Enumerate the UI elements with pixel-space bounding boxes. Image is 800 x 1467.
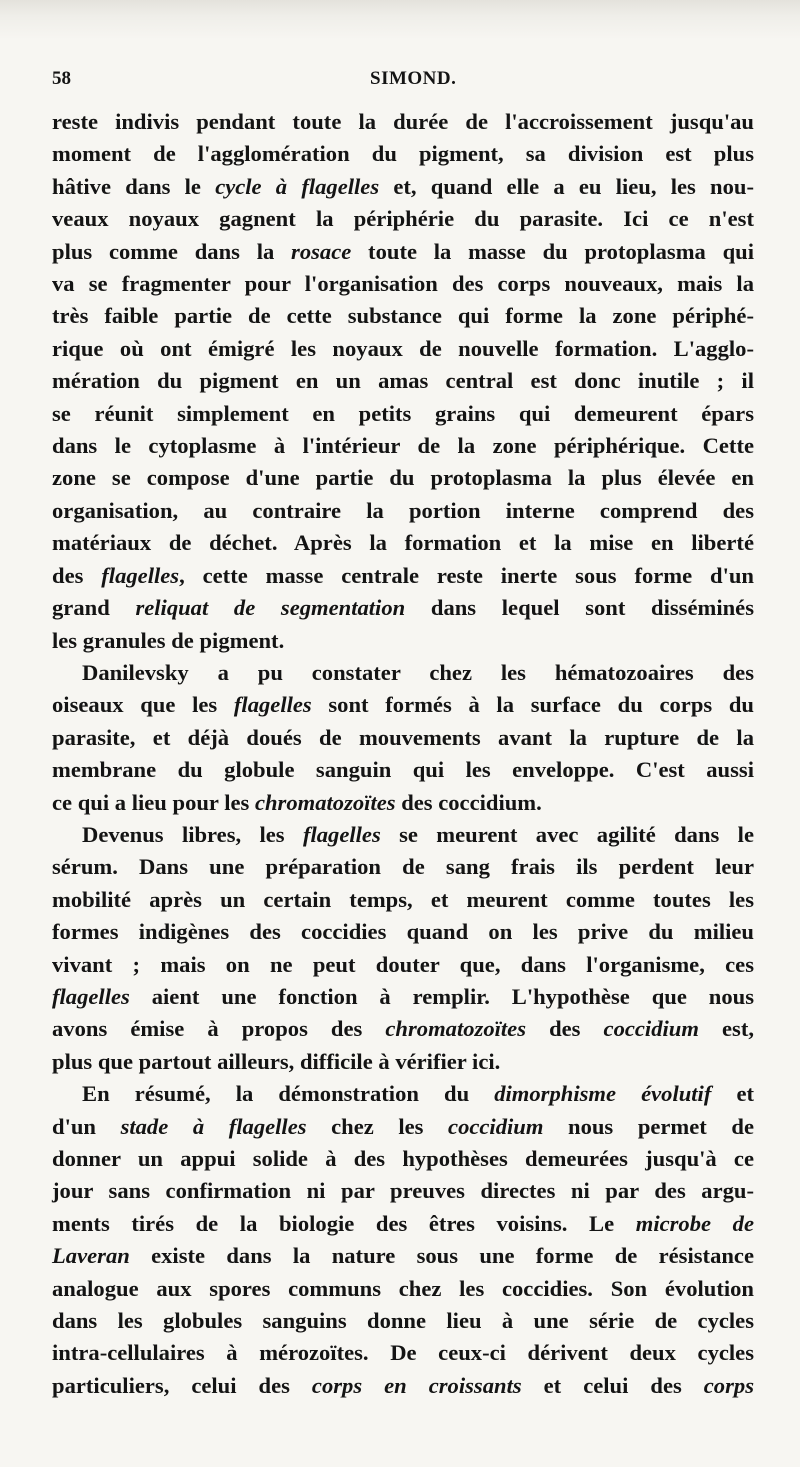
italic-term: Laveran [52, 1243, 130, 1269]
italic-term: flagelles [101, 562, 180, 588]
text-run: sérum. Dans une préparation de sang frais ils perdent leur [52, 854, 754, 880]
text-run: reste indivis pendant toute la durée de l'accroissement jusqu'au [52, 109, 754, 134]
body-text [52, 106, 754, 1402]
text-line [52, 236, 754, 268]
text-run: zone se compose d'une partie du protoplasma la plus élevée en [52, 465, 754, 491]
text-run: se meurent avec agilité dans le [380, 821, 754, 847]
text-line [52, 1143, 754, 1175]
text-line [52, 106, 754, 138]
italic-term: chromatozoïtes [385, 1016, 526, 1042]
text-run: est, [698, 1016, 754, 1042]
italic-term: flagelles [302, 821, 381, 847]
italic-term: coccidium [448, 1113, 544, 1139]
text-run: particuliers, celui des [52, 1372, 312, 1398]
text-line [52, 138, 754, 170]
italic-term: corps [703, 1372, 754, 1398]
text-run: En résumé, la démonstration du [82, 1081, 495, 1107]
text-line [52, 1078, 754, 1110]
text-run: hâtive dans le [52, 173, 216, 199]
text-line [52, 203, 754, 235]
text-line [52, 787, 754, 819]
text-line [52, 689, 754, 721]
text-line [52, 1273, 754, 1305]
text-run: existe dans la nature sous une forme de résistance [129, 1243, 754, 1269]
text-run: chez les [306, 1113, 449, 1139]
text-run: veaux noyaux gagnent la périphérie du parasite. Ici ce n'est [52, 206, 754, 232]
text-line [52, 1240, 754, 1272]
text-run: organisation, au contraire la portion interne comprend des [52, 497, 754, 523]
text-run: Danilevsky a pu constater chez les hématozoaires des [82, 659, 754, 685]
text-line [52, 462, 754, 494]
page-number: 58 [52, 68, 71, 89]
text-run: rique où ont émigré les noyaux de nouvelle formation. L'agglo- [52, 335, 754, 361]
text-run: parasite, et déjà doués de mouvements avant la rupture de la [52, 724, 754, 750]
text-run: mération du pigment en un amas central est donc inutile ; il [52, 368, 754, 394]
italic-term: microbe de [635, 1210, 754, 1236]
text-line [52, 430, 754, 462]
text-run: avons émise à propos des [52, 1016, 386, 1042]
text-run: sont formés à la surface du corps du [311, 692, 754, 718]
text-run: matériaux de déchet. Après la formation et la mise en liberté [52, 530, 754, 556]
text-line [52, 171, 754, 203]
text-line [52, 1305, 754, 1337]
text-run: membrane du globule sanguin qui les enveloppe. C'est aussi [52, 757, 754, 783]
text-line [52, 333, 754, 365]
text-run: des [52, 562, 102, 588]
text-line [52, 884, 754, 916]
text-line [52, 1111, 754, 1143]
text-run: des [526, 1016, 604, 1042]
text-line [52, 754, 754, 786]
text-line [52, 722, 754, 754]
text-run: vivant ; mais on ne peut douter que, dans l'organisme, ces [52, 951, 754, 977]
italic-term: rosace [291, 238, 352, 264]
text-line [52, 365, 754, 397]
text-run: dans lequel sont disséminés [405, 595, 754, 621]
text-line [52, 851, 754, 883]
text-line [52, 1013, 754, 1045]
text-run: grand [52, 595, 136, 621]
text-line [52, 625, 754, 657]
scan-edge-shading [0, 0, 800, 40]
text-run: ments tirés de la biologie des êtres voisins. Le [52, 1210, 636, 1236]
text-run: dans les globules sanguins donne lieu à une série de cycles [52, 1308, 754, 1334]
text-run: moment de l'agglomération du pigment, sa division est plus [52, 141, 754, 167]
text-line [52, 981, 754, 1013]
text-run: formes indigènes des coccidies quand on les prive du milieu [52, 919, 754, 945]
text-run: ce qui a lieu pour les [52, 789, 255, 815]
text-line [52, 268, 754, 300]
text-line [52, 592, 754, 624]
italic-term: corps en croissants [311, 1372, 522, 1398]
italic-term: chromatozoïtes [254, 789, 396, 815]
text-line [52, 949, 754, 981]
text-line [52, 560, 754, 592]
page-header [52, 68, 752, 94]
text-run: oiseaux que les [52, 692, 234, 718]
text-run: plus comme dans la [52, 238, 292, 264]
text-run: dans le cytoplasme à l'intérieur de la zone périphérique. Cette [52, 433, 754, 459]
text-run: jour sans confirmation ni par preuves directes ni par des argu- [52, 1178, 754, 1204]
text-line [52, 1208, 754, 1240]
italic-term: flagelles [233, 692, 312, 718]
text-run: Devenus libres, les [82, 821, 303, 847]
text-run: les granules de pigment. [52, 627, 285, 653]
text-line [52, 300, 754, 332]
text-line [52, 1337, 754, 1369]
text-line [52, 1370, 754, 1402]
text-run: se réunit simplement en petits grains qui demeurent épars [52, 400, 754, 426]
text-line [52, 1046, 754, 1078]
text-run: d'un [52, 1113, 121, 1139]
text-run: , cette masse centrale reste inerte sous forme d'un [179, 562, 754, 588]
text-line [52, 657, 754, 689]
italic-term: cycle à flagelles [215, 173, 380, 199]
text-run: mobilité après un certain temps, et meurent comme toutes les [52, 886, 754, 912]
text-line [52, 819, 754, 851]
text-run: des coccidium. [395, 789, 542, 815]
text-run: aient une fonction à remplir. L'hypothèse que nous [129, 983, 754, 1009]
text-run: donner un appui solide à des hypothèses demeurées jusqu'à ce [52, 1146, 754, 1171]
text-run: et [711, 1081, 755, 1107]
text-run: toute la masse du protoplasma qui [351, 238, 754, 264]
text-line [52, 398, 754, 430]
text-run: plus que partout ailleurs, difficile à vérifier ici. [52, 1048, 501, 1074]
italic-term: dimorphisme évolutif [494, 1081, 712, 1107]
text-run: et celui des [521, 1372, 704, 1398]
italic-term: coccidium [603, 1016, 699, 1042]
italic-term: reliquat de segmentation [135, 595, 406, 621]
italic-term: stade à flagelles [120, 1113, 307, 1139]
italic-term: flagelles [52, 983, 130, 1009]
text-run: analogue aux spores communs chez les coccidies. Son évolution [52, 1275, 754, 1301]
running-head: SIMOND. [370, 68, 457, 89]
text-line [52, 1175, 754, 1207]
text-run: et, quand elle a eu lieu, les nou- [379, 173, 754, 199]
text-run: intra-cellulaires à mérozoïtes. De ceux-ci dérivent deux cycles [52, 1340, 754, 1366]
text-run: va se fragmenter pour l'organisation des corps nouveaux, mais la [52, 271, 754, 297]
text-line [52, 495, 754, 527]
text-line [52, 916, 754, 948]
text-run: très faible partie de cette substance qui forme la zone périphé- [52, 303, 754, 329]
text-run: nous permet de [543, 1113, 754, 1139]
text-line [52, 527, 754, 559]
